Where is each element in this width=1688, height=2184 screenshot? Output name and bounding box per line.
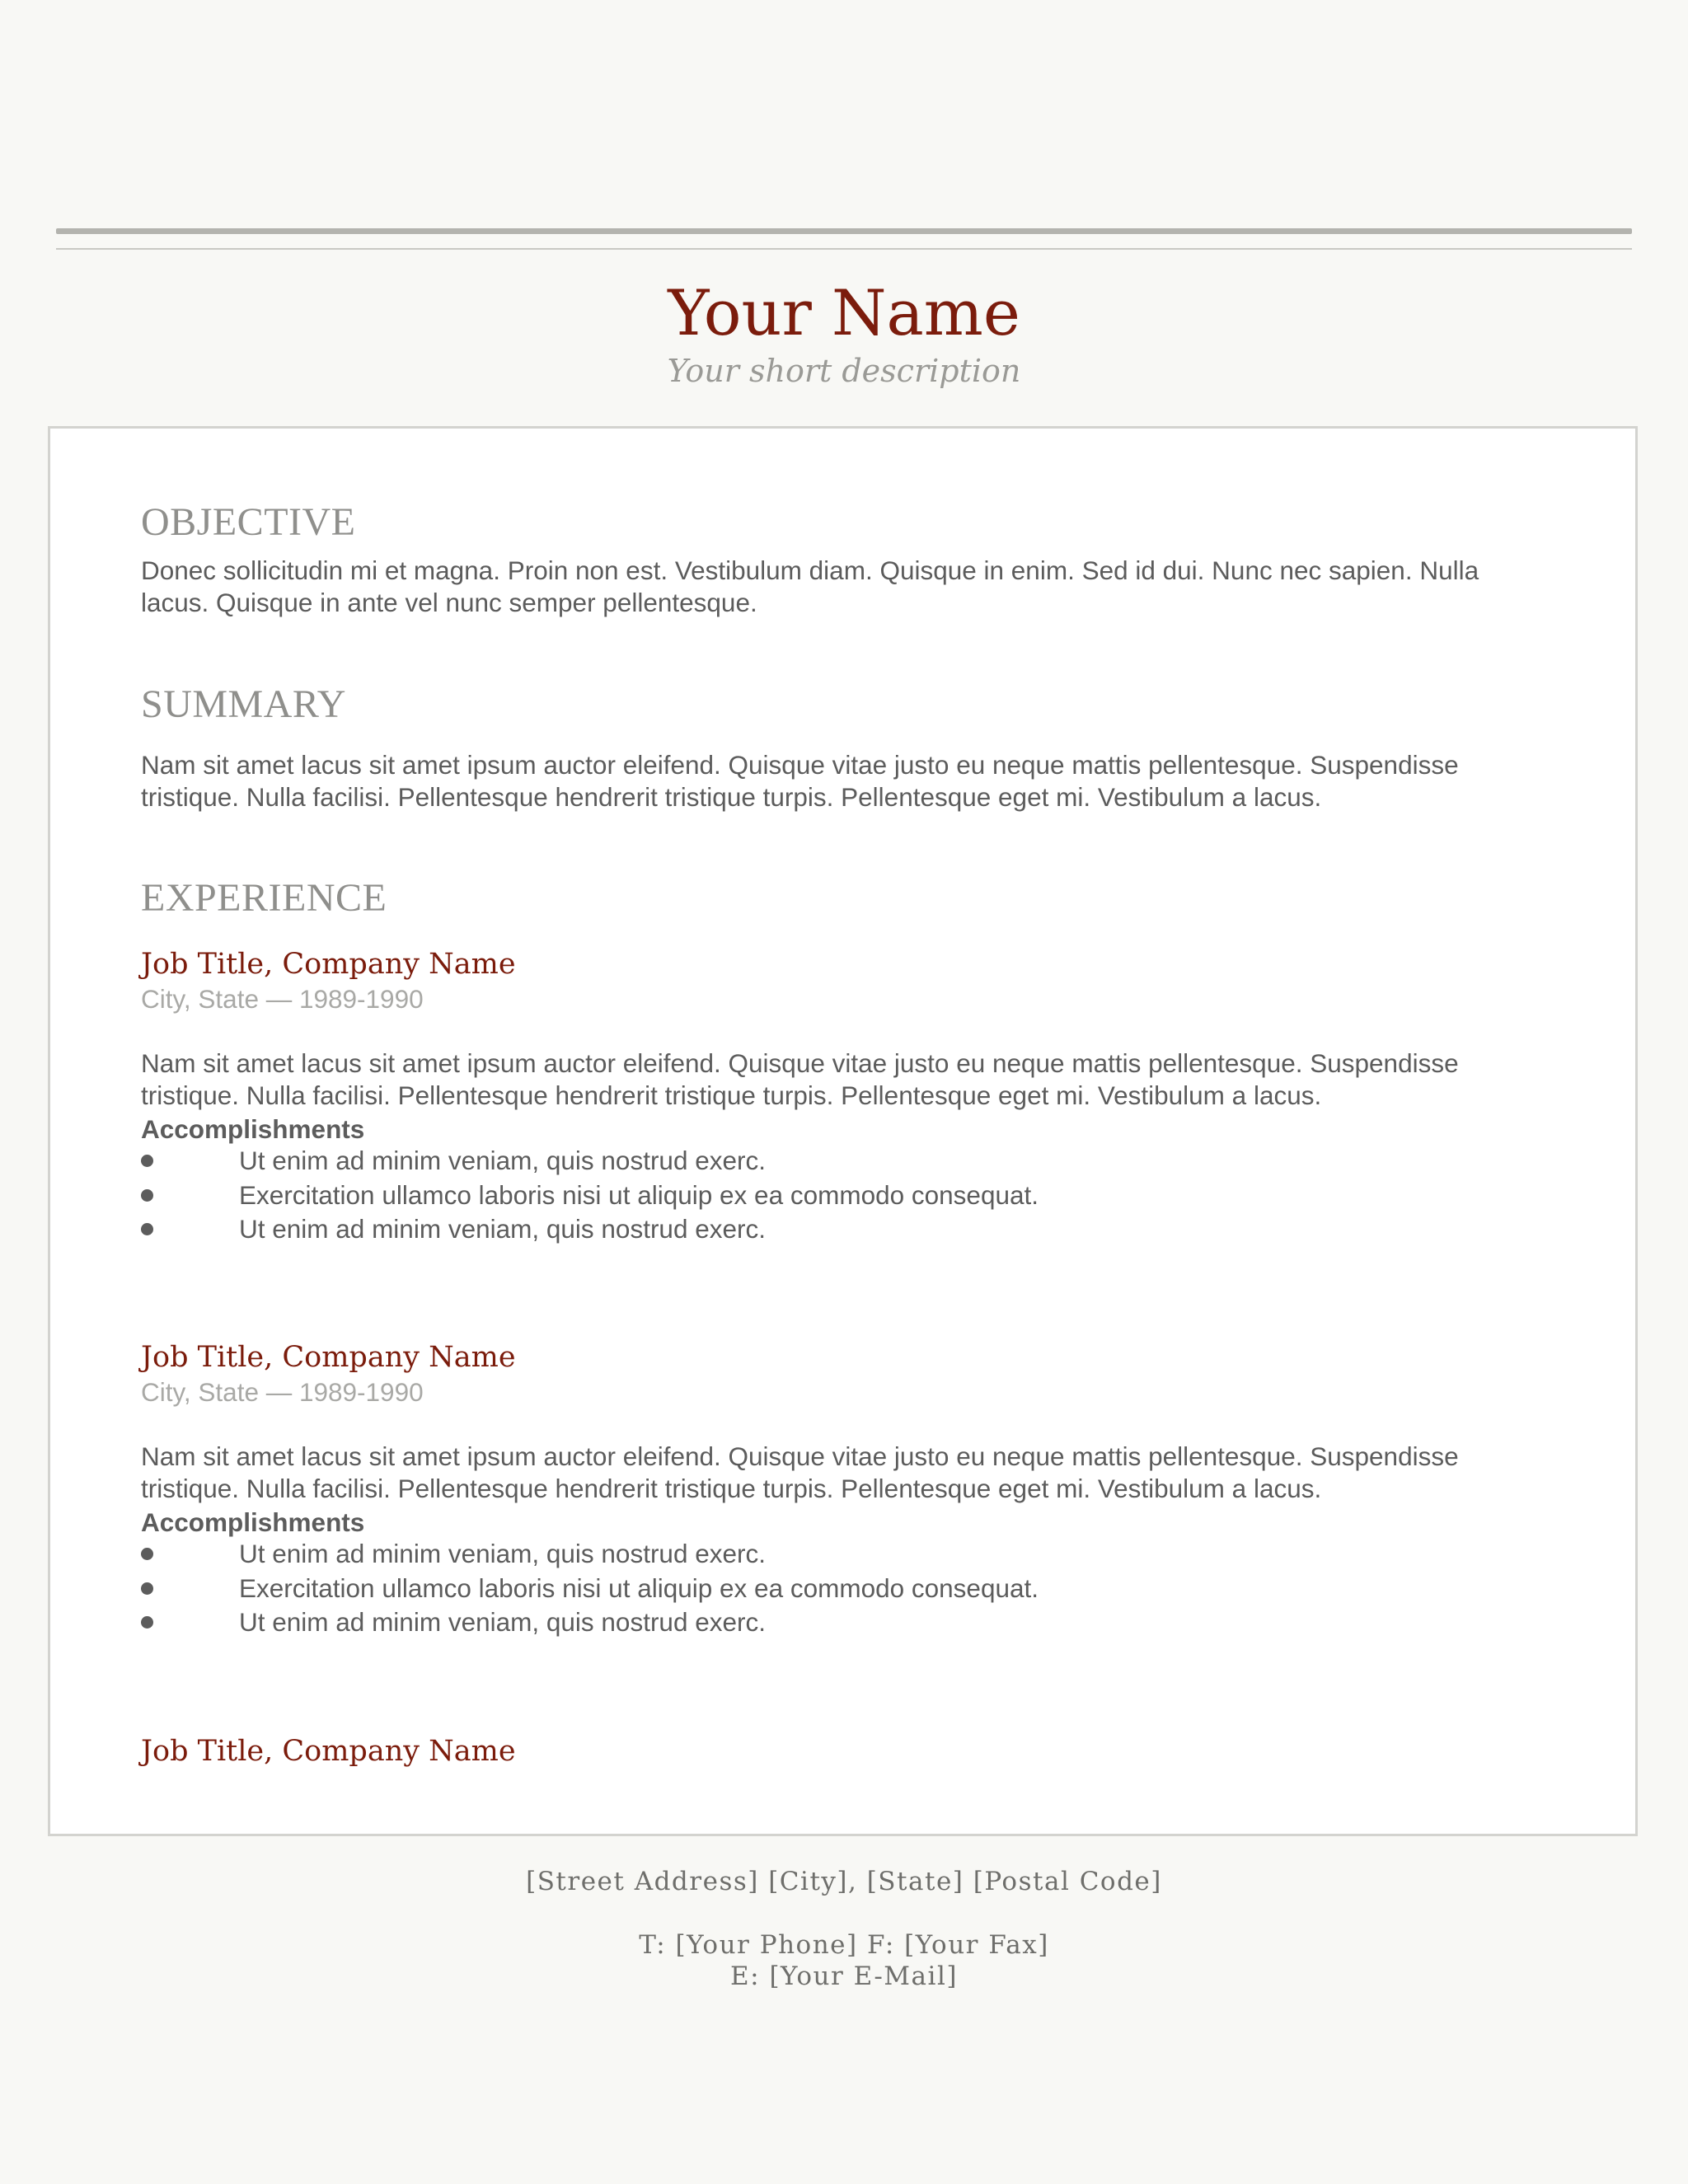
header-rule-thick [56,228,1632,234]
list-item [141,1605,1039,1640]
resume-body [48,426,1638,1836]
job-location: City, State — 1989-1990 [141,984,424,1014]
list-item-text: Ut enim ad minim veniam, quis nostrud exerc. [239,1146,766,1175]
section-heading-experience: EXPERIENCE [141,876,387,920]
page-subtitle: Your short description [667,353,1021,389]
bullet-icon [141,1155,153,1167]
objective-text [141,555,1616,619]
list-item-text: Ut enim ad minim veniam, quis nostrud exerc. [239,1214,766,1244]
list-item-text: Exercitation ullamco laboris nisi ut aliquip ex ea commodo consequat. [239,1179,1039,1210]
list-item [141,1572,1039,1606]
job-title: Job Title, Company Name [141,1735,516,1768]
bullet-icon [141,1548,153,1560]
summary-line: Nam sit amet lacus sit amet ipsum auctor eleifend. Quisque vitae justo eu neque mattis pellentesque. Suspendisse [141,750,1459,780]
header-rule-thin [56,248,1632,250]
job-description [141,1441,1616,1505]
job-location: City, State — 1989-1990 [141,1377,424,1407]
bullet-icon [141,1582,153,1595]
list-item [141,1179,1039,1213]
objective-line: Donec sollicitudin mi et magna. Proin non est. Vestibulum diam. Quisque in enim. Sed id dui. Nunc nec sapien. Nulla [141,555,1479,585]
list-item [141,1537,1039,1572]
job-title: Job Title, Company Name [141,948,516,981]
objective-line: lacus. Quisque in ante vel nunc semper pellentesque. [141,588,757,617]
list-item-text: Ut enim ad minim veniam, quis nostrud exerc. [239,1607,766,1637]
bullet-icon [141,1189,153,1202]
job-description-line: tristique. Nulla facilisi. Pellentesque hendrerit tristique turpis. Pellentesque eget mi. Vestibulum a lacus. [141,1474,1322,1503]
page-title: Your Name [668,276,1020,349]
list-item-text: Exercitation ullamco laboris nisi ut aliquip ex ea commodo consequat. [239,1572,1039,1603]
summary-text [141,749,1616,813]
job-description-line: Nam sit amet lacus sit amet ipsum auctor eleifend. Quisque vitae justo eu neque mattis pellentesque. Suspendisse [141,1441,1459,1471]
accomplishments-list [141,1144,1039,1247]
section-heading-summary: SUMMARY [141,682,346,726]
bullet-icon [141,1616,153,1629]
footer-phone-fax: T: [Your Phone] F: [Your Fax] [639,1930,1049,1960]
section-heading-objective: OBJECTIVE [141,500,356,544]
accomplishments-heading: Accomplishments [141,1114,365,1144]
job-title: Job Title, Company Name [141,1341,516,1374]
footer-address: [Street Address] [City], [State] [Postal Code] [526,1867,1162,1896]
job-description [141,1047,1616,1112]
job-description-line: tristique. Nulla facilisi. Pellentesque hendrerit tristique turpis. Pellentesque eget mi. Vestibulum a lacus. [141,1080,1322,1110]
list-item [141,1144,1039,1179]
accomplishments-heading: Accomplishments [141,1507,365,1537]
job-description-line: Nam sit amet lacus sit amet ipsum auctor eleifend. Quisque vitae justo eu neque mattis pellentesque. Suspendisse [141,1048,1459,1078]
bullet-icon [141,1223,153,1235]
summary-line: tristique. Nulla facilisi. Pellentesque hendrerit tristique turpis. Pellentesque eget mi. Vestibulum a lacus. [141,782,1322,812]
accomplishments-list [141,1537,1039,1640]
footer-email: E: [Your E-Mail] [730,1961,958,1991]
list-item [141,1212,1039,1247]
list-item-text: Ut enim ad minim veniam, quis nostrud exerc. [239,1539,766,1568]
